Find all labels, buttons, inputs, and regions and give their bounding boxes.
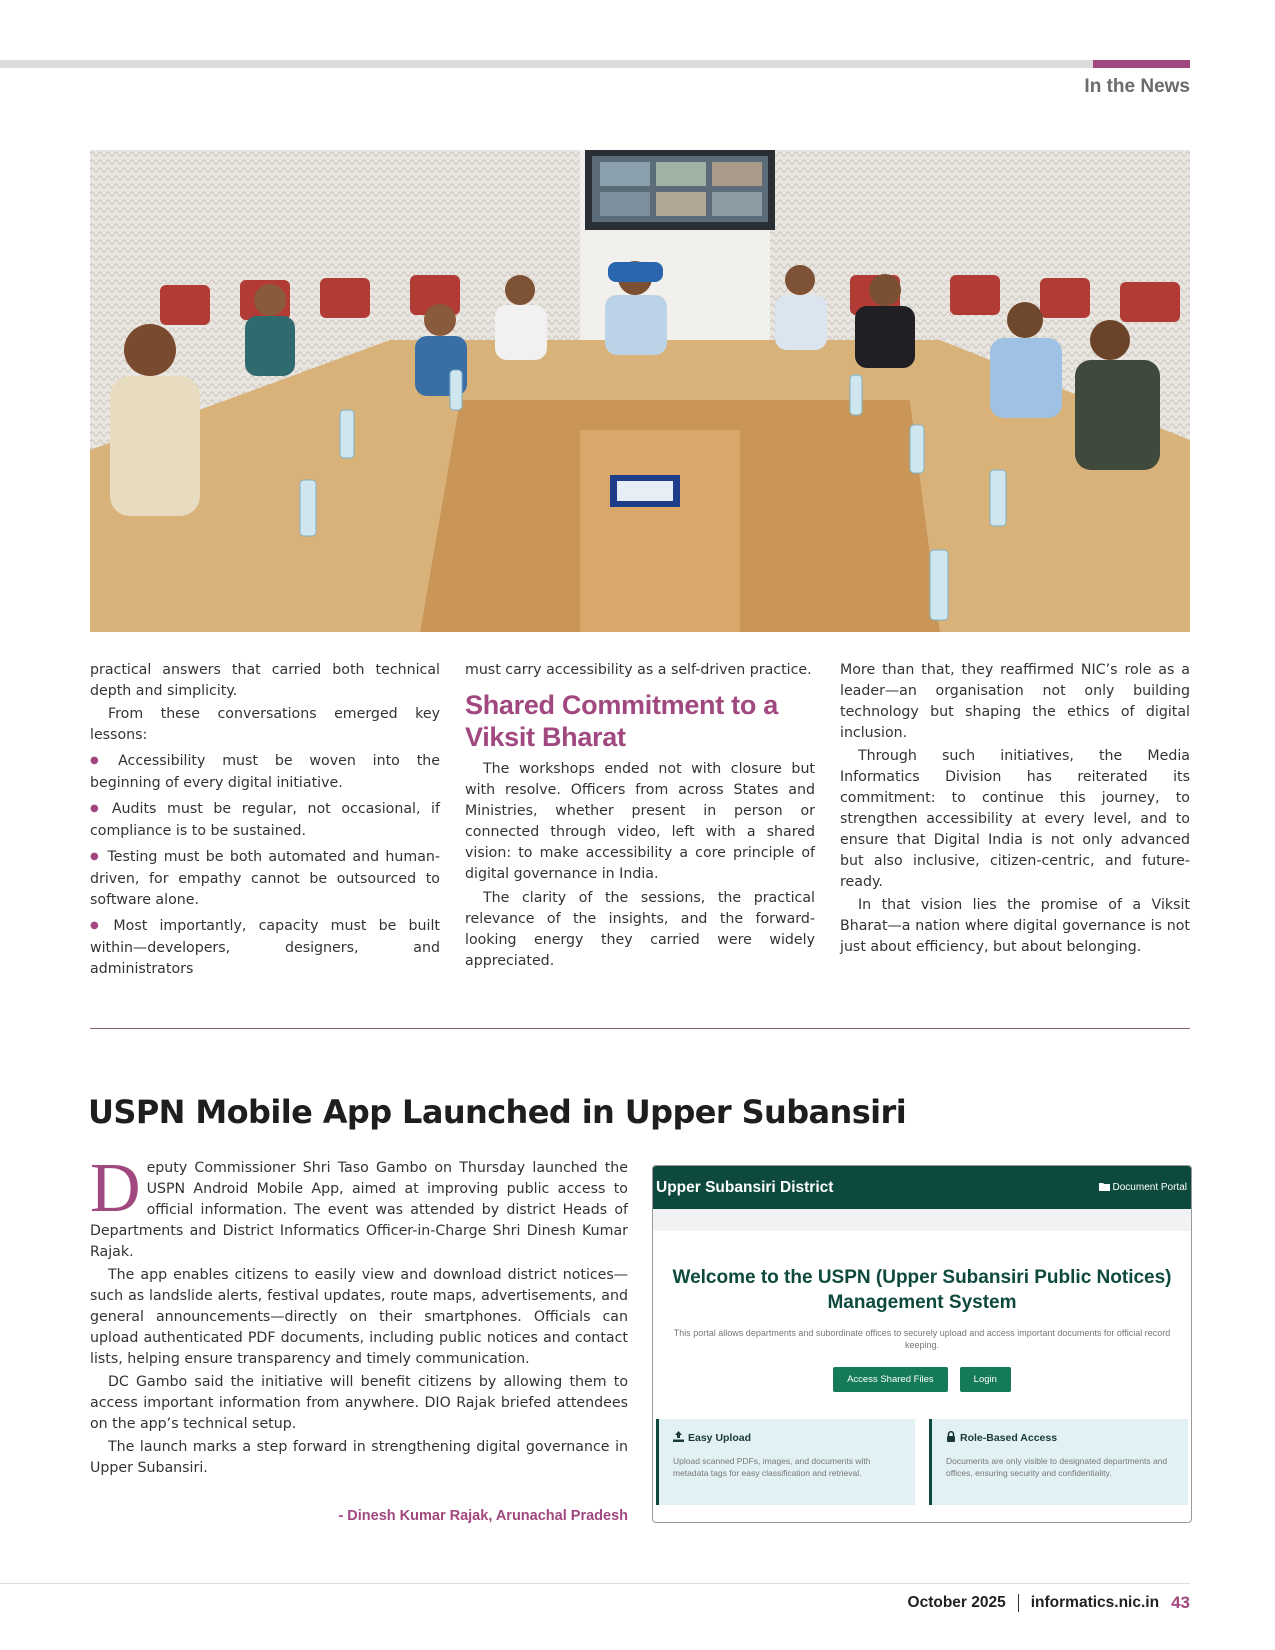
page-number: 43	[1171, 1593, 1190, 1612]
uspn-portal-screenshot	[652, 1165, 1192, 1523]
footer-site: informatics.nic.in	[1030, 1594, 1160, 1611]
paragraph: DC Gambo said the initiative will benefit citizens by allowing them to access important information from anywhere. DIO Rajak briefed attendees on the app’s technical setup.	[90, 1374, 628, 1432]
bullet-item: ● Accessibility must be woven into the beginning of every digital initiative.	[90, 751, 440, 794]
portal-subbar	[653, 1209, 1191, 1231]
feature-cards	[656, 1419, 1188, 1505]
page-footer	[908, 1593, 1190, 1613]
paragraph: From these conversations emerged key lessons:	[90, 706, 440, 743]
paragraph	[90, 1150, 628, 1263]
portal-title: Upper Subansiri District	[656, 1178, 834, 1196]
login-button[interactable]: Login	[960, 1367, 1011, 1392]
portal-description: This portal allows departments and subordinate offices to securely upload and access important documents for official record keeping.	[673, 1328, 1171, 1350]
paragraph: The clarity of the sessions, the practical relevance of the insights, and the forward-looking energy they carried were widely appreciated.	[465, 890, 815, 969]
paragraph-text: eputy Commissioner Shri Taso Gambo on Thursday launched the USPN Android Mobile App, aimed at improving public access to official information. The event was attended by district Heads of Departments and District Informatics Officer-in-Charge Shri Dinesh Kumar Rajak.	[90, 1160, 628, 1260]
section-subheading: Shared Commitment to a Viksit Bharat	[465, 690, 778, 752]
paragraph: More than that, they reaffirmed NIC’s role as a leader—an organisation not only building technology but shaping the ethics of digital inclusion.	[840, 662, 1190, 741]
folder-icon	[1099, 1182, 1110, 1194]
article-column-3	[840, 660, 1190, 958]
bullet-item: ● Audits must be regular, not occasional, if compliance is to be sustained.	[90, 799, 440, 842]
bullet-item: ● Most importantly, capacity must be built within—developers, designers, and administrators	[90, 916, 440, 980]
article-column-2	[465, 660, 815, 972]
bullet-item: ● Testing must be both automated and human-driven, for empathy cannot be outsourced to software alone.	[90, 847, 440, 911]
footer-date: October 2025	[907, 1594, 1006, 1611]
feature-card-text: Upload scanned PDFs, images, and documents with metadata tags for easy classification and retrieval.	[673, 1456, 871, 1478]
section-divider	[90, 1028, 1190, 1029]
top-accent-bar	[1093, 60, 1190, 68]
paragraph: The workshops ended not with closure but with resolve. Officers from across States and Ministries, whether present in person or connected through video, left with a shared vision: to make accessibility a core principle of digital governance in India.	[465, 761, 815, 882]
section-label: In the News	[1084, 76, 1190, 97]
drop-cap: D	[90, 1150, 141, 1227]
top-rule	[0, 60, 1190, 68]
article-column-1	[90, 660, 440, 980]
feature-card-easy-upload	[656, 1419, 915, 1505]
feature-card-title	[946, 1431, 1174, 1445]
paragraph: The launch marks a step forward in strengthening digital governance in Upper Subansiri.	[90, 1439, 628, 1476]
feature-card-title	[673, 1431, 901, 1445]
meeting-photo-illustration	[90, 150, 1190, 632]
feature-card-text: Documents are only visible to designated departments and offices, ensuring security and confidentiality.	[946, 1456, 1168, 1478]
footer-separator	[1018, 1594, 1019, 1612]
portal-buttons	[653, 1367, 1191, 1392]
byline: - Dinesh Kumar Rajak, Arunachal Pradesh	[338, 1508, 628, 1524]
document-portal-link[interactable]	[1099, 1182, 1187, 1194]
upload-icon	[673, 1431, 684, 1445]
footer-rule	[0, 1583, 1190, 1584]
meeting-photo	[90, 150, 1190, 632]
paragraph: practical answers that carried both technical depth and simplicity.	[90, 662, 440, 699]
access-shared-files-button[interactable]: Access Shared Files	[833, 1367, 948, 1392]
paragraph: The app enables citizens to easily view and download district notices—such as landslide alerts, festival updates, route maps, advertisements, and general announcements—directly on their smartphones. Officials can upload authenticated PDF documents, including public notices and contact lists, helping ensure transparency and timely communication.	[90, 1267, 628, 1367]
portal-welcome-heading: Welcome to the USPN (Upper Subansiri Public Notices) Management System	[672, 1267, 1172, 1313]
paragraph: Through such initiatives, the Media Informatics Division has reiterated its commitment: to continue this journey, to strengthen accessibility at every level, and to ensure that Digital India is not only advanced but also inclusive, citizen-centric, and future-ready.	[840, 748, 1190, 890]
feature-card-title-text: Role-Based Access	[960, 1432, 1058, 1444]
portal-header-bar	[653, 1166, 1191, 1209]
article-headline: USPN Mobile App Launched in Upper Subansiri	[88, 1093, 907, 1131]
paragraph: must carry accessibility as a self-driven practice.	[465, 662, 812, 678]
document-portal-label: Document Portal	[1112, 1182, 1187, 1193]
article-body	[90, 1150, 628, 1479]
paragraph: In that vision lies the promise of a Viksit Bharat—a nation where digital governance is not just about efficiency, but about belonging.	[840, 897, 1190, 955]
feature-card-title-text: Easy Upload	[688, 1432, 752, 1444]
lock-icon	[946, 1431, 956, 1445]
feature-card-role-based-access	[929, 1419, 1188, 1505]
